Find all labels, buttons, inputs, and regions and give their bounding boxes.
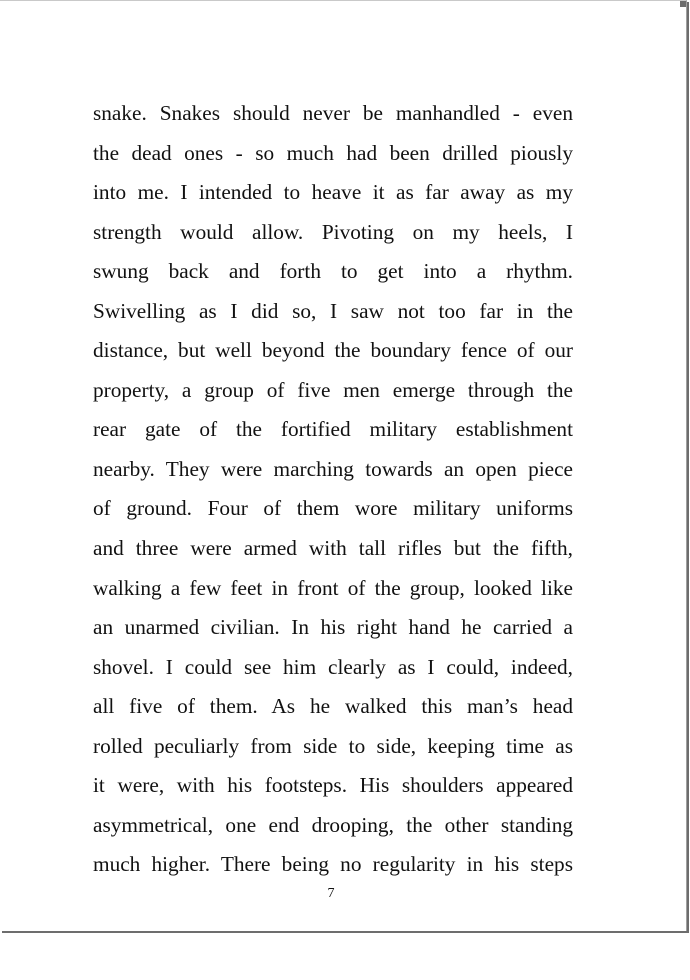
text-line: it were, with his footsteps. His shoulders appeared (93, 773, 573, 798)
text-line: snake. Snakes should never be manhandled - even (93, 101, 573, 125)
text-line: and three were armed with tall rifles but the fifth, (93, 536, 573, 561)
text-line: Swivelling as I did so, I saw not too far in the (93, 298, 573, 323)
text-line: strength would allow. Pivoting on my heels, I (93, 219, 573, 244)
text-line: much higher. There being no regularity in his steps (93, 852, 573, 877)
text-line: nearby. They were marching towards an open piece (93, 456, 573, 481)
text-line: rear gate of the fortified military establishment (93, 417, 573, 442)
text-line: all five of them. As he walked this man’s head (93, 694, 573, 719)
text-line: distance, but well beyond the boundary fence of our (93, 338, 573, 363)
text-line: walking a few feet in front of the group, looked like (93, 575, 573, 600)
page-corner (680, 1, 686, 7)
text-line: of ground. Four of them wore military uniforms (93, 496, 573, 521)
text-line: the dead ones - so much had been drilled piously (93, 140, 573, 165)
text-line: shovel. I could see him clearly as I could, indeed, (93, 654, 573, 679)
body-text (93, 94, 573, 885)
text-line: an unarmed civilian. In his right hand he carried a (93, 615, 573, 640)
text-line: rolled peculiarly from side to side, keeping time as (93, 733, 573, 758)
text-line: swung back and forth to get into a rhythm. (93, 259, 573, 284)
page-number: 7 (327, 886, 335, 901)
text-line: property, a group of five men emerge through the (93, 377, 573, 402)
text-line: asymmetrical, one end drooping, the other standing (93, 812, 573, 837)
text-line: into me. I intended to heave it as far away as my (93, 180, 573, 205)
